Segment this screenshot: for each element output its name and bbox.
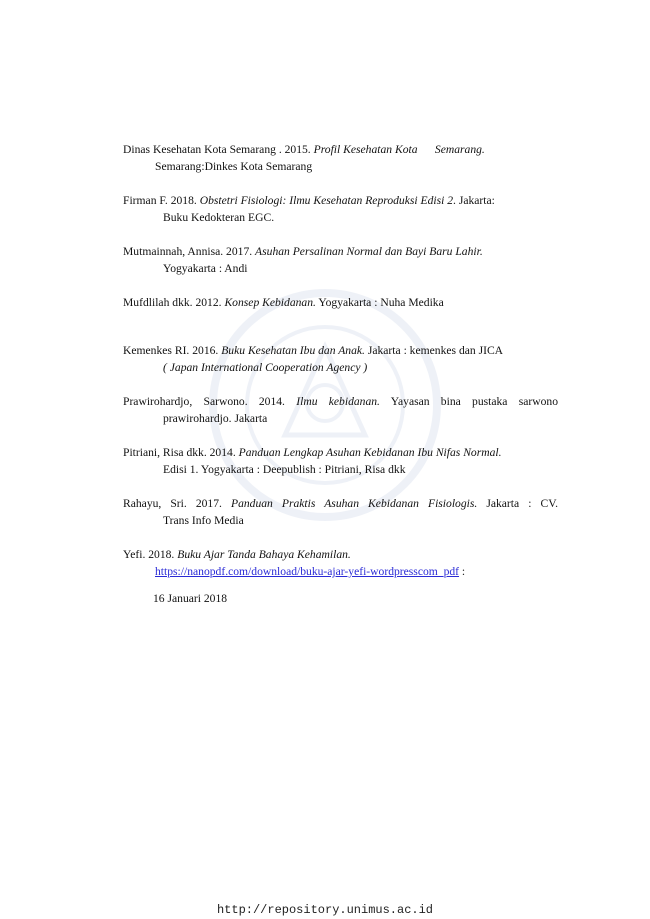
reference-title: Obstetri Fisiologi: Ilmu Kesehatan Reproduksi Edisi 2 — [199, 194, 454, 207]
reference-continuation: Buku Kedokteran EGC. — [163, 211, 275, 224]
reference-text: Yayasan bina pustaka sarwono — [379, 395, 559, 408]
reference-item-mutmainnah — [123, 243, 558, 277]
reference-first-line — [123, 495, 558, 512]
reference-continuation: prawirohardjo. Jakarta — [163, 412, 268, 425]
reference-text: Mutmainnah, Annisa. 2017. — [123, 245, 256, 258]
reference-item-mufdlilah — [123, 294, 558, 311]
reference-text: Rahayu, Sri. 2017. — [123, 497, 231, 510]
reference-title: Konsep Kebidanan. — [224, 296, 316, 309]
reference-text: Kemenkes RI. 2016. — [123, 344, 222, 357]
reference-title: Ilmu kebidanan. — [296, 395, 380, 408]
reference-continuation: Yogyakarta : Andi — [163, 262, 248, 275]
reference-text: Yogyakarta : Nuha Medika — [315, 296, 444, 309]
reference-item-rahayu — [123, 495, 558, 529]
reference-title: Buku Kesehatan Ibu dan Anak. — [221, 344, 365, 357]
reference-list — [123, 141, 558, 607]
reference-title: Panduan Praktis Asuhan Kebidanan Fisiologis. — [230, 497, 478, 510]
reference-continuation: Edisi 1. Yogyakarta : Deepublish : Pitriani, Risa dkk — [163, 463, 406, 476]
reference-text: Firman F. 2018. — [123, 194, 200, 207]
reference-url-link[interactable]: https://nanopdf.com/download/buku-ajar-yefi-wordpresscom_pdf — [155, 565, 460, 578]
reference-text: Jakarta : CV. — [477, 497, 558, 510]
reference-item-firman — [123, 192, 558, 226]
reference-text: Pitriani, Risa dkk. 2014. — [123, 446, 239, 459]
reference-item-prawirohardjo — [123, 393, 558, 427]
reference-link-line — [123, 563, 558, 580]
reference-text: . Jakarta: — [453, 194, 495, 207]
reference-text: Mufdlilah dkk. 2012. — [123, 296, 225, 309]
footer-repository-url: http://repository.unimus.ac.id — [216, 903, 434, 917]
reference-first-line — [123, 393, 558, 410]
reference-title: Profil Kesehatan Kota Semarang. — [313, 143, 485, 156]
reference-continuation: ( Japan International Cooperation Agency ) — [163, 361, 368, 374]
reference-text: Dinas Kesehatan Kota Semarang . 2015. — [123, 143, 314, 156]
reference-text: Prawirohardjo, Sarwono. 2014. — [123, 395, 297, 408]
reference-title: Buku Ajar Tanda Bahaya Kehamilan. — [177, 548, 351, 561]
reference-continuation: Trans Info Media — [163, 514, 244, 527]
reference-text: Yefi. 2018. — [123, 548, 178, 561]
reference-continuation: Semarang:Dinkes Kota Semarang — [155, 160, 313, 173]
reference-item-pitriani — [123, 444, 558, 478]
reference-title: Panduan Lengkap Asuhan Kebidanan Ibu Nifas Normal. — [238, 446, 502, 459]
reference-access-date: 16 Januari 2018 — [153, 592, 228, 605]
reference-item-kemenkes — [123, 342, 558, 376]
reference-item-yefi — [123, 546, 558, 607]
reference-text: Jakarta : kemenkes dan JICA — [364, 344, 504, 357]
reference-item-dinkes — [123, 141, 558, 175]
reference-text: : — [459, 565, 466, 578]
reference-title: Asuhan Persalinan Normal dan Bayi Baru Lahir. — [255, 245, 483, 258]
